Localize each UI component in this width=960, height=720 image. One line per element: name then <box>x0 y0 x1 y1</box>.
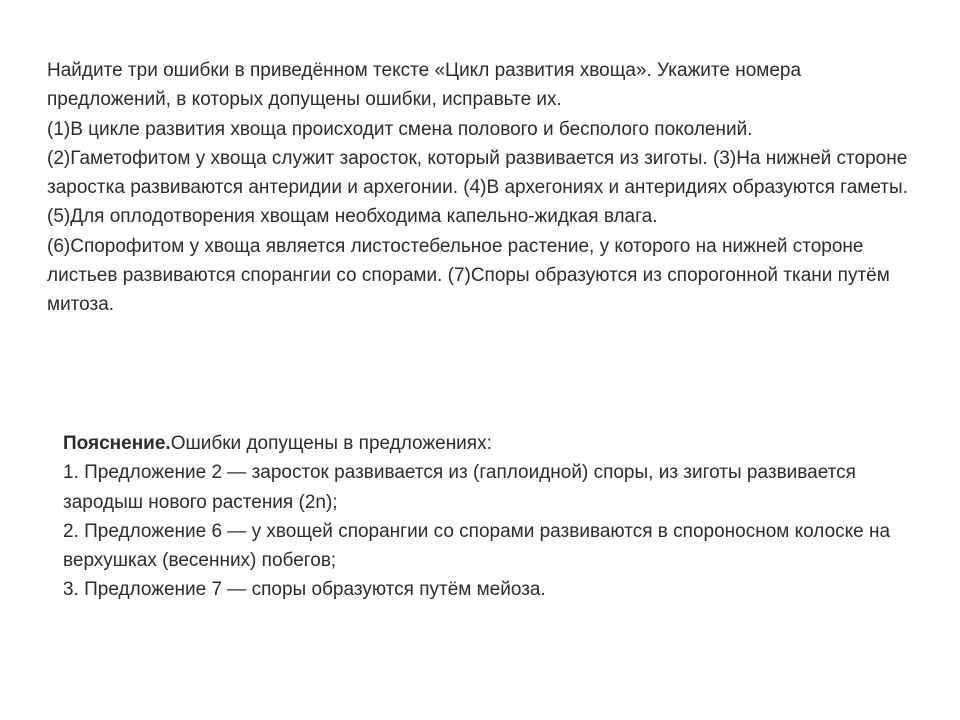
answer-item-2: 2. Предложение 6 — у хвощей спорангии со спорами развиваются в спороносном колоске на верхушках (весенних) побегов; <box>63 520 891 572</box>
task-sentences-6-7: (6)Спорофитом у хвоща является листостебельное растение, у которого на нижней стороне листьев развиваются спорангии со спорами. (7)Споры образуются из спорогонной ткани путём митоза. <box>47 235 890 316</box>
answer-heading-line <box>63 429 923 458</box>
task-intro: Найдите три ошибки в приведённом тексте «Цикл развития хвоща». Укажите номера предложений, в которых допущены ошибки, исправьте их. <box>47 60 802 111</box>
answer-heading: Пояснение. <box>63 433 171 454</box>
answer-item-1: 1. Предложение 2 — заросток развивается из (гаплоидной) споры, из зиготы развивается зародыш нового растения (2n); <box>63 462 856 513</box>
answer-explanation-block <box>63 429 923 605</box>
task-sentences-2-5: (2)Гаметофитом у хвоща служит заросток, который развивается из зиготы. (3)На нижней стороне заростка развиваются антеридии и архегонии. (4)В архегониях и антеридиях образуются гаметы. (5)Для оплодотворения хвощам необходима капельно-жидкая влага. <box>47 147 908 228</box>
answer-heading-rest: Ошибки допущены в предложениях: <box>170 433 492 454</box>
answer-item-3: 3. Предложение 7 — споры образуются путём мейоза. <box>63 579 546 601</box>
task-text-block <box>47 56 927 320</box>
task-sentence-1: (1)В цикле развития хвоща происходит смена полового и бесполого поколений. <box>47 118 753 140</box>
